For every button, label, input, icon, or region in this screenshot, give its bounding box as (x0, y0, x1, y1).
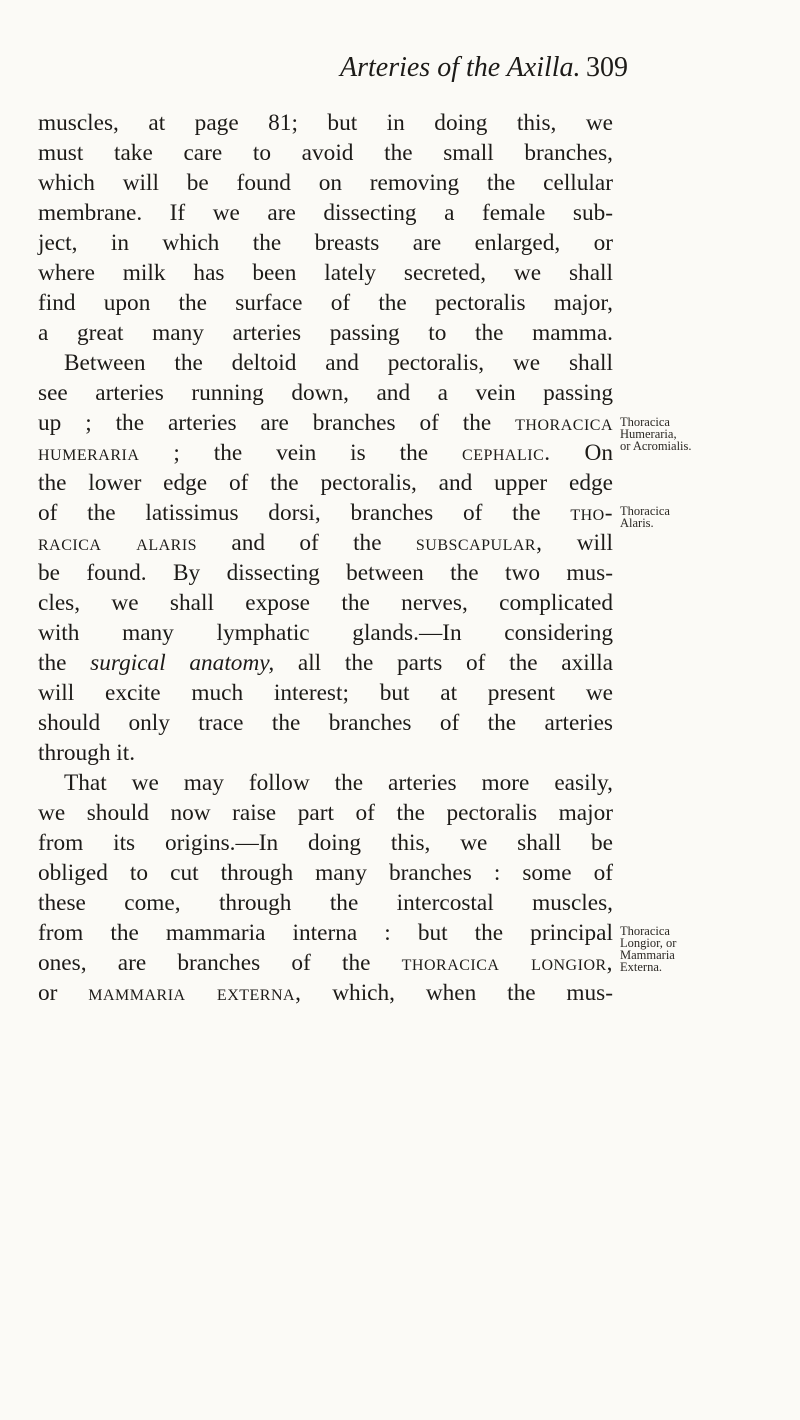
note-line: Externa. (620, 960, 662, 974)
margin-note-thoracica-alaris (620, 505, 800, 529)
term-racica-alaris: racica alaris (38, 530, 198, 556)
note-line: Thoracica (620, 504, 670, 518)
text-line: That we may follow the arteries more easily, (64, 770, 613, 796)
text-run: all the parts of the axilla (274, 650, 614, 676)
text-line: ject, in which the breasts are enlarged, or (38, 230, 613, 256)
term-mammaria-externa: mammaria externa, (88, 980, 302, 1006)
text-line (38, 498, 613, 528)
note-line: Longior, or (620, 936, 677, 950)
text-line: cles, we shall expose the nerves, complicated (38, 590, 613, 616)
margin-note-thoracica-longior (620, 925, 800, 973)
text-line (38, 408, 613, 438)
text-run: will (542, 530, 613, 556)
text-line: find upon the surface of the pectoralis major, (38, 290, 613, 316)
text-line (38, 978, 613, 1008)
text-line: Between the deltoid and pectoralis, we shall (64, 350, 613, 376)
text-line: muscles, at page 81; but in doing this, we (38, 110, 613, 136)
text-line (38, 948, 613, 978)
text-line: from its origins.—In doing this, we shall be (38, 830, 613, 856)
text-line: see arteries running down, and a vein passing (38, 380, 613, 406)
text-line: with many lymphatic glands.—In considering (38, 620, 613, 646)
running-title: Arteries of the Axilla. (340, 52, 581, 83)
margin-note-thoracica-humeraria (620, 416, 800, 452)
text-line: should only trace the branches of the arteries (38, 710, 613, 736)
text-line: through it. (38, 740, 136, 766)
text-line: where milk has been lately secreted, we shall (38, 260, 613, 286)
note-line: Alaris. (620, 516, 654, 530)
text-run: On (550, 440, 613, 466)
text-line: which will be found on removing the cellular (38, 170, 613, 196)
term-tho: tho- (570, 500, 613, 526)
term-humeraria: humeraria (38, 440, 140, 466)
text-run: which, when the mus- (301, 980, 613, 1006)
text-line: be found. By dissecting between the two mus- (38, 560, 613, 586)
page-number: 309 (586, 52, 628, 83)
text-line (38, 438, 613, 468)
text-line: we should now raise part of the pectoralis major (38, 800, 613, 826)
term-thoracica: thoracica (515, 410, 613, 436)
term-thoracica-longior: thoracica longior, (401, 950, 613, 976)
note-line: Thoracica (620, 415, 670, 429)
running-head (0, 50, 800, 90)
text-run: the (38, 650, 91, 676)
text-line: will excite much interest; but at present we (38, 680, 613, 706)
text-run: of the latissimus dorsi, branches of the (38, 500, 571, 526)
term-subscapular: subscapular, (415, 530, 543, 556)
text-line (38, 528, 613, 558)
text-line: these come, through the intercostal muscles, (38, 890, 613, 916)
text-line: obliged to cut through many branches : some of (38, 860, 613, 886)
text-run: up ; the arteries are branches of the (38, 410, 516, 436)
note-line: Humeraria, (620, 427, 677, 441)
text-line: a great many arteries passing to the mamma. (38, 320, 613, 346)
term-cephalic: cephalic. (462, 440, 551, 466)
text-line: from the mammaria interna : but the principal (38, 920, 613, 946)
term-surgical-anatomy: surgical anatomy, (90, 650, 275, 676)
text-line: must take care to avoid the small branches, (38, 140, 613, 166)
note-line: Thoracica (620, 924, 670, 938)
note-line: or Acromialis. (620, 439, 692, 453)
text-run: or (38, 980, 89, 1006)
text-run: ones, are branches of the (38, 950, 402, 976)
text-line (38, 648, 613, 678)
text-line: membrane. If we are dissecting a female sub- (38, 200, 613, 226)
note-line: Mammaria (620, 948, 675, 962)
text-run: and of the (197, 530, 416, 556)
text-line: the lower edge of the pectoralis, and upper edge (38, 470, 613, 496)
text-run: ; the vein is the (139, 440, 463, 466)
